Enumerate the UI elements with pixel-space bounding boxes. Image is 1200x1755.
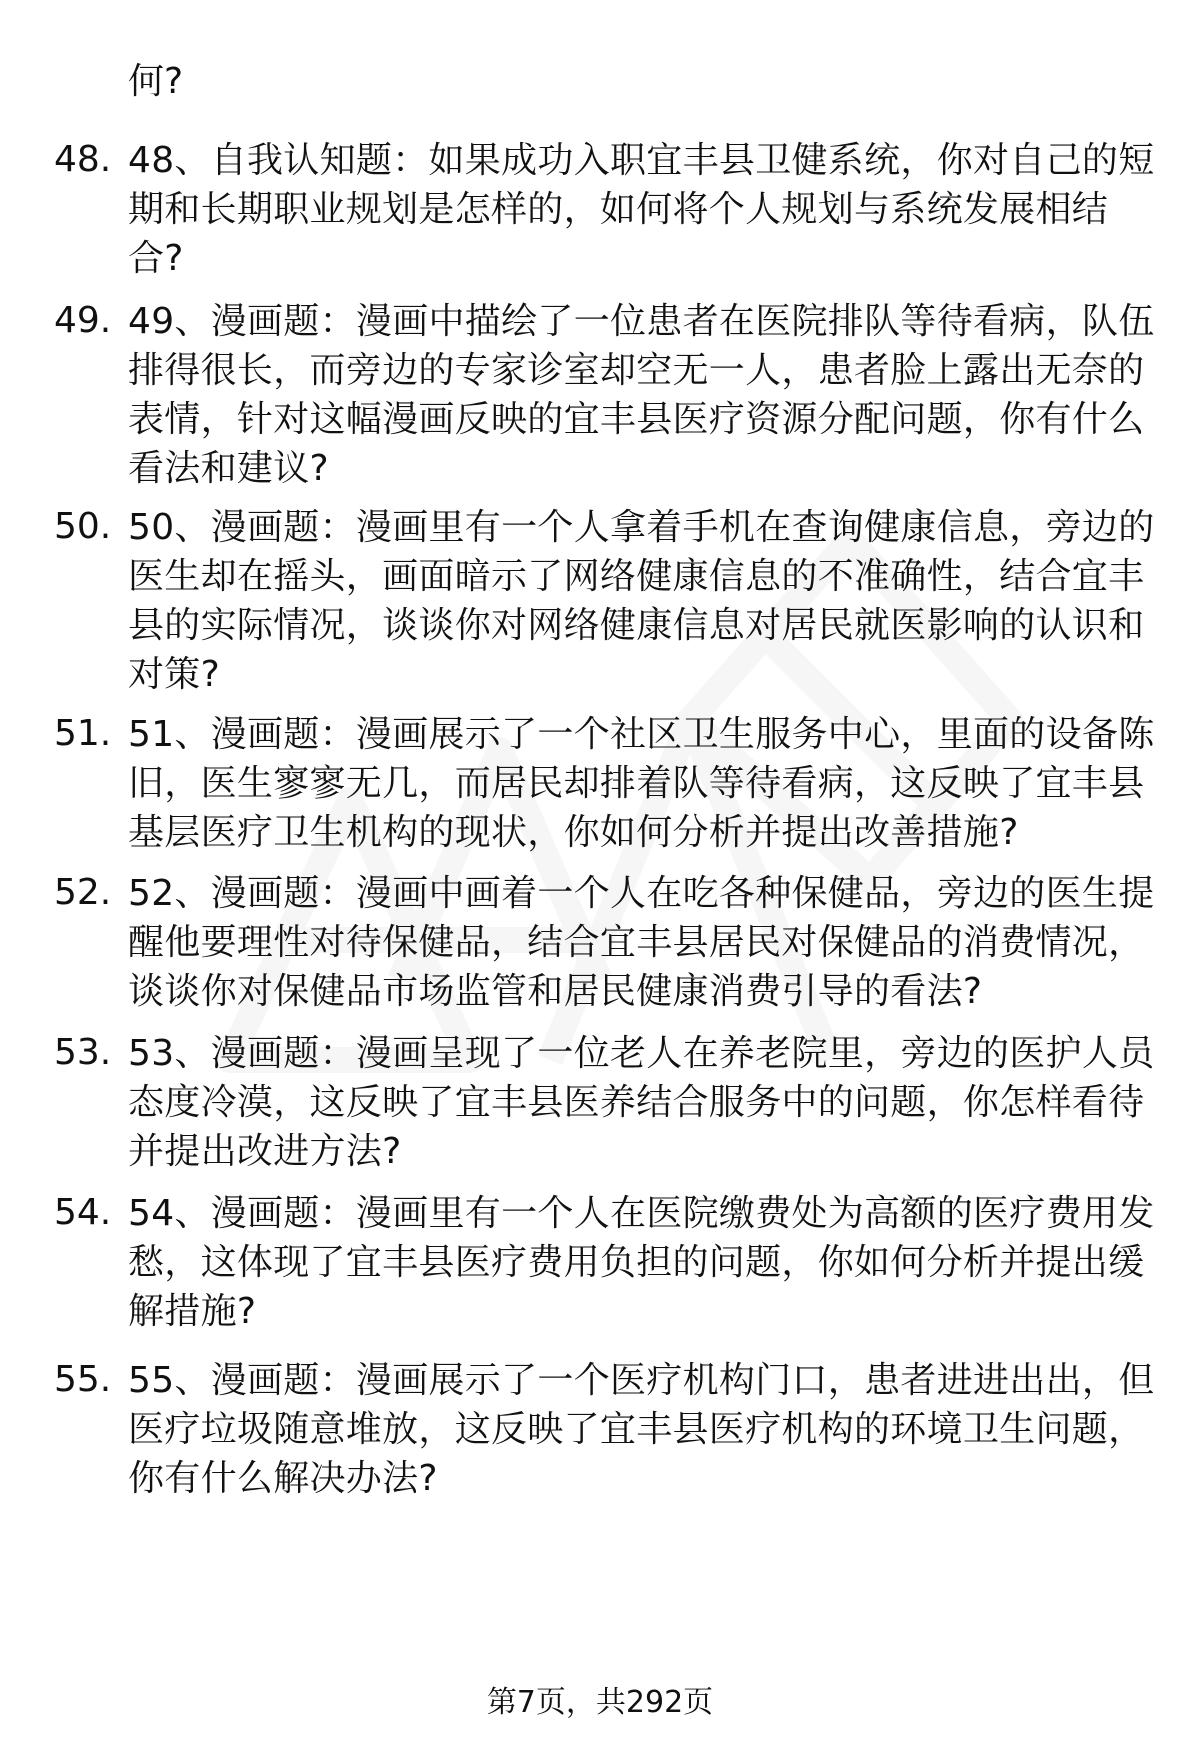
- question-number: 51.: [54, 713, 112, 754]
- question-text: 53、漫画题：漫画呈现了一位老人在养老院里，旁边的医护人员态度冷漠，这反映了宜丰县医养结合服务中的问题，你怎样看待并提出改进方法?: [128, 1033, 1155, 1172]
- question-number: 50.: [54, 506, 112, 547]
- question-number: 48.: [54, 139, 112, 180]
- question-text: 48、自我认知题：如果成功入职宜丰县卫健系统，你对自己的短期和长期职业规划是怎样的，如何将个人规划与系统发展相结合?: [128, 140, 1155, 279]
- question-number: 55.: [54, 1359, 112, 1400]
- question-text: 51、漫画题：漫画展示了一个社区卫生服务中心，里面的设备陈旧，医生寥寥无几，而居民却排着队等待看病，这反映了宜丰县基层医疗卫生机构的现状，你如何分析并提出改善措施?: [128, 714, 1155, 853]
- question-text: 54、漫画题：漫画里有一个人在医院缴费处为高额的医疗费用发愁，这体现了宜丰县医疗费用负担的问题，你如何分析并提出缓解措施?: [128, 1193, 1155, 1332]
- question-text: 52、漫画题：漫画中画着一个人在吃各种保健品，旁边的医生提醒他要理性对待保健品，结合宜丰县居民对保健品的消费情况，谈谈你对保健品市场监管和居民健康消费引导的看法?: [128, 873, 1155, 1012]
- page-footer: 第7页，共292页: [486, 1685, 714, 1720]
- question-text: 55、漫画题：漫画展示了一个医疗机构门口，患者进进出出，但医疗垃圾随意堆放，这反映了宜丰县医疗机构的环境卫生问题，你有什么解决办法?: [128, 1360, 1155, 1499]
- question-number: 49.: [54, 300, 112, 341]
- question-number: 53.: [54, 1032, 112, 1073]
- continuation-text: 何?: [128, 61, 184, 102]
- question-text: 49、漫画题：漫画中描绘了一位患者在医院排队等待看病，队伍排得很长，而旁边的专家诊室却空无一人，患者脸上露出无奈的表情，针对这幅漫画反映的宜丰县医疗资源分配问题，你有什么看法和建议?: [128, 301, 1155, 489]
- question-number: 52.: [54, 872, 112, 913]
- question-number: 54.: [54, 1192, 112, 1233]
- question-text: 50、漫画题：漫画里有一个人拿着手机在查询健康信息，旁边的医生却在摇头，画面暗示了网络健康信息的不准确性，结合宜丰县的实际情况，谈谈你对网络健康信息对居民就医影响的认识和对策?: [128, 507, 1155, 695]
